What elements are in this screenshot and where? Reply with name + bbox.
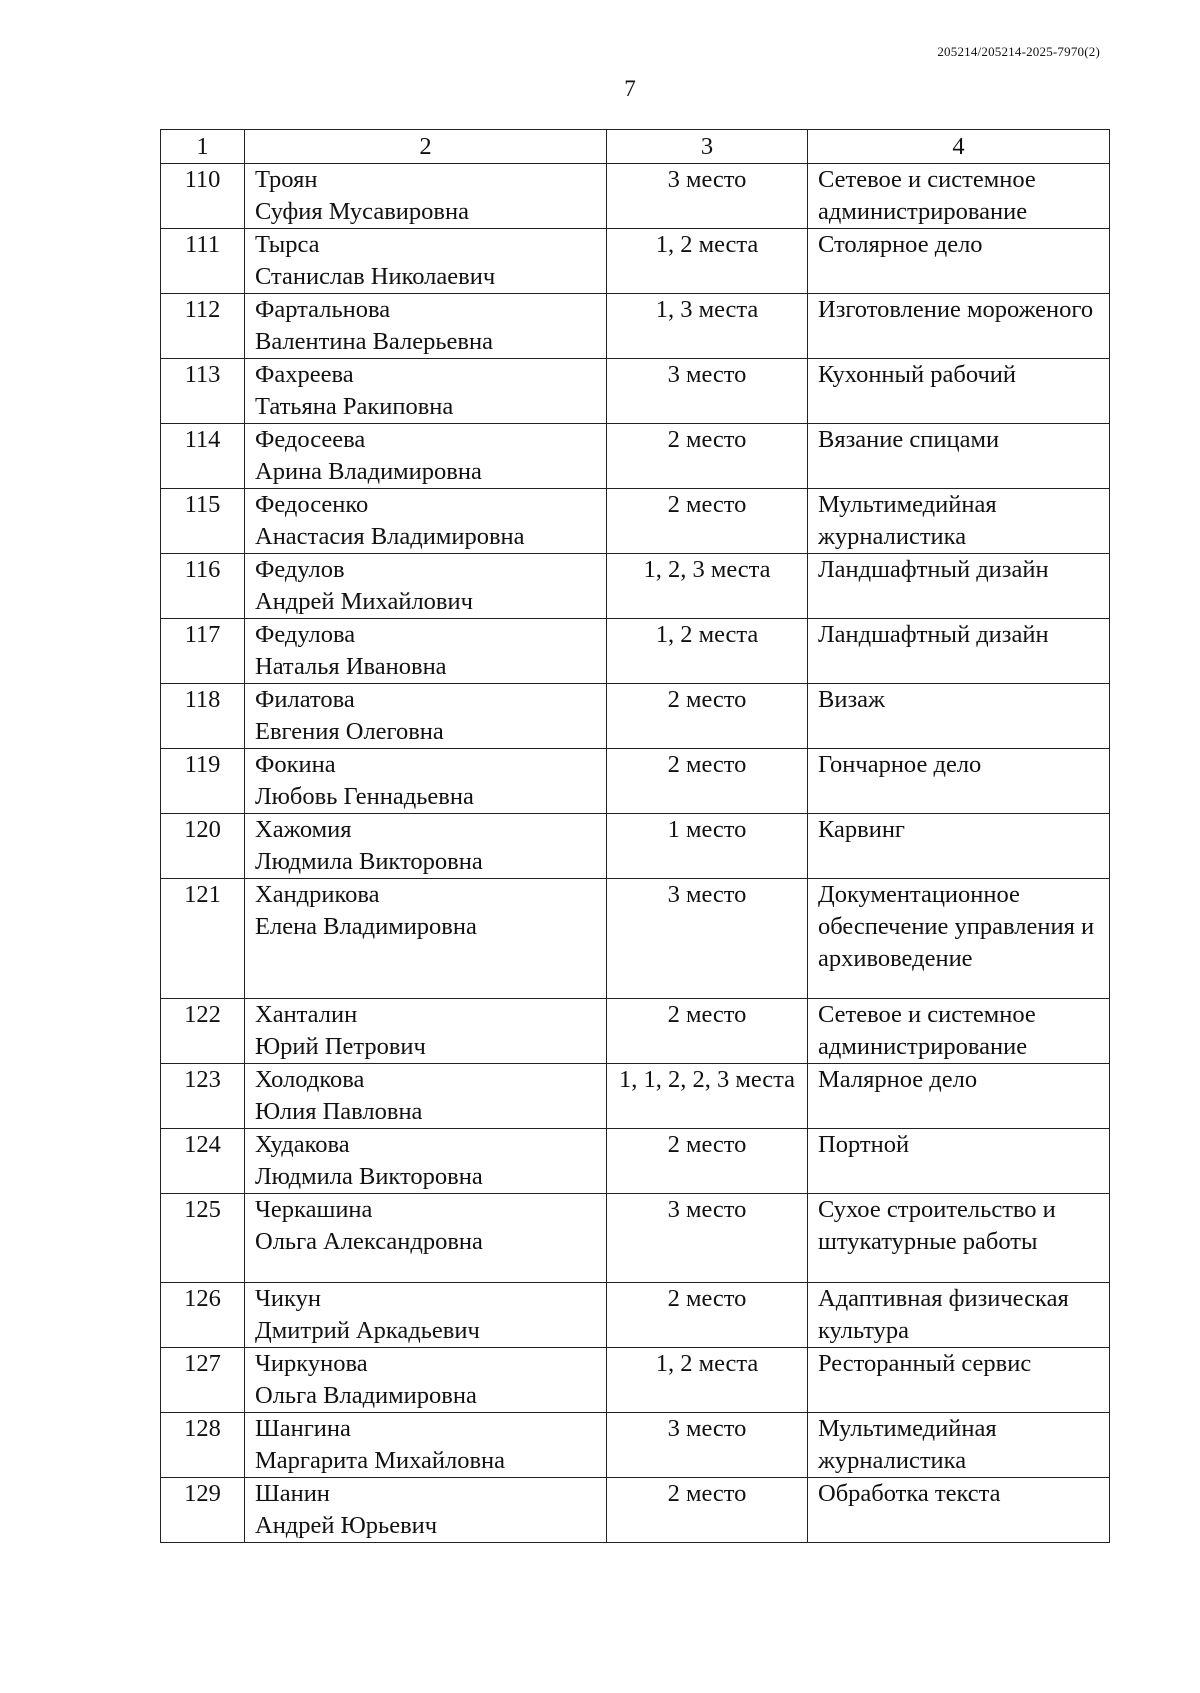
- competence-nomination: Сетевое и системное администрирование: [808, 164, 1110, 229]
- table-row: [161, 1283, 1110, 1348]
- competence-nomination: Мультимедийная журналистика: [808, 489, 1110, 554]
- participant-name: [245, 359, 607, 424]
- row-number: 117: [161, 619, 245, 684]
- table-row: [161, 554, 1110, 619]
- participant-surname: Федулова: [255, 621, 356, 648]
- participant-surname: Федулов: [255, 556, 345, 583]
- participant-name: [245, 684, 607, 749]
- row-number: 122: [161, 999, 245, 1064]
- table-header-row: [161, 130, 1110, 164]
- competence-nomination: Портной: [808, 1129, 1110, 1194]
- competence-nomination: Ресторанный сервис: [808, 1348, 1110, 1413]
- participant-surname: Ханталин: [255, 1001, 358, 1028]
- participant-name: [245, 749, 607, 814]
- place-awarded: 1, 1, 2, 2, 3 места: [607, 1064, 808, 1129]
- table-row: [161, 684, 1110, 749]
- table-row: [161, 359, 1110, 424]
- participant-given-names: Наталья Ивановна: [255, 653, 447, 680]
- participant-name: [245, 1064, 607, 1129]
- row-number: 126: [161, 1283, 245, 1348]
- row-number: 118: [161, 684, 245, 749]
- participant-name: [245, 164, 607, 229]
- row-number: 127: [161, 1348, 245, 1413]
- competence-nomination: Вязание спицами: [808, 424, 1110, 489]
- competence-nomination: Карвинг: [808, 814, 1110, 879]
- participant-name: [245, 619, 607, 684]
- participant-surname: Чикун: [255, 1285, 321, 1312]
- table-row: [161, 294, 1110, 359]
- place-awarded: 2 место: [607, 489, 808, 554]
- place-awarded: 2 место: [607, 684, 808, 749]
- place-awarded: 2 место: [607, 999, 808, 1064]
- row-number: 121: [161, 879, 245, 999]
- participant-surname: Фартальнова: [255, 296, 391, 323]
- participant-given-names: Юлия Павловна: [255, 1098, 423, 1125]
- participant-given-names: Суфия Мусавировна: [255, 198, 469, 225]
- participant-surname: Шанин: [255, 1480, 330, 1507]
- participant-surname: Троян: [255, 166, 318, 193]
- competence-nomination: Мультимедийная журналистика: [808, 1413, 1110, 1478]
- row-number: 128: [161, 1413, 245, 1478]
- participant-given-names: Елена Владимировна: [255, 913, 477, 940]
- participant-surname: Черкашина: [255, 1196, 373, 1223]
- place-awarded: 3 место: [607, 359, 808, 424]
- table-row: [161, 424, 1110, 489]
- participant-surname: Шангина: [255, 1415, 351, 1442]
- place-awarded: 1 место: [607, 814, 808, 879]
- column-header-nomination: 4: [808, 130, 1110, 164]
- participant-name: [245, 424, 607, 489]
- table-row: [161, 1478, 1110, 1543]
- row-number: 125: [161, 1194, 245, 1283]
- place-awarded: 1, 2 места: [607, 229, 808, 294]
- place-awarded: 3 место: [607, 1194, 808, 1283]
- place-awarded: 2 место: [607, 1283, 808, 1348]
- competence-nomination: Ландшафтный дизайн: [808, 554, 1110, 619]
- participant-surname: Федосенко: [255, 491, 369, 518]
- competence-nomination: Столярное дело: [808, 229, 1110, 294]
- place-awarded: 2 место: [607, 424, 808, 489]
- table-row: [161, 1194, 1110, 1283]
- competence-nomination: Ландшафтный дизайн: [808, 619, 1110, 684]
- place-awarded: 2 место: [607, 1478, 808, 1543]
- participant-given-names: Ольга Владимировна: [255, 1382, 477, 1409]
- place-awarded: 3 место: [607, 1413, 808, 1478]
- competence-nomination: Документационное обеспечение управления и архивоведение: [808, 879, 1110, 999]
- participant-name: [245, 1478, 607, 1543]
- participant-given-names: Дмитрий Аркадьевич: [255, 1317, 480, 1344]
- table-row: [161, 1129, 1110, 1194]
- document-id: 205214/205214-2025-7970(2): [937, 44, 1100, 59]
- row-number: 112: [161, 294, 245, 359]
- participant-given-names: Маргарита Михайловна: [255, 1447, 506, 1474]
- table-body: [161, 164, 1110, 1543]
- table-row: [161, 999, 1110, 1064]
- competence-nomination: Сетевое и системное администрирование: [808, 999, 1110, 1064]
- participant-name: [245, 1194, 607, 1283]
- row-number: 116: [161, 554, 245, 619]
- place-awarded: 1, 3 места: [607, 294, 808, 359]
- row-number: 124: [161, 1129, 245, 1194]
- table-row: [161, 619, 1110, 684]
- place-awarded: 1, 2, 3 места: [607, 554, 808, 619]
- table-row: [161, 814, 1110, 879]
- place-awarded: 2 место: [607, 1129, 808, 1194]
- participant-surname: Худакова: [255, 1131, 350, 1158]
- participant-name: [245, 489, 607, 554]
- row-number: 114: [161, 424, 245, 489]
- page-number: 7: [624, 76, 636, 101]
- place-awarded: 1, 2 места: [607, 1348, 808, 1413]
- place-awarded: 3 место: [607, 164, 808, 229]
- place-awarded: 2 место: [607, 749, 808, 814]
- participant-name: [245, 1413, 607, 1478]
- participant-surname: Филатова: [255, 686, 355, 713]
- place-awarded: 3 место: [607, 879, 808, 999]
- participant-surname: Хажомия: [255, 816, 352, 843]
- participant-surname: Фахреева: [255, 361, 354, 388]
- participant-name: [245, 999, 607, 1064]
- participant-name: [245, 1348, 607, 1413]
- participant-given-names: Андрей Михайлович: [255, 588, 473, 615]
- competence-nomination: Изготовление мороженого: [808, 294, 1110, 359]
- participant-surname: Федосеева: [255, 426, 366, 453]
- participant-name: [245, 1283, 607, 1348]
- results-table: [160, 129, 1110, 1543]
- table-row: [161, 229, 1110, 294]
- participant-given-names: Станислав Николаевич: [255, 263, 496, 290]
- participant-given-names: Арина Владимировна: [255, 458, 482, 485]
- participant-given-names: Андрей Юрьевич: [255, 1512, 438, 1539]
- participant-given-names: Людмила Викторовна: [255, 1163, 483, 1190]
- row-number: 110: [161, 164, 245, 229]
- row-number: 115: [161, 489, 245, 554]
- participant-surname: Тырса: [255, 231, 320, 258]
- competence-nomination: Гончарное дело: [808, 749, 1110, 814]
- row-number: 119: [161, 749, 245, 814]
- row-number: 123: [161, 1064, 245, 1129]
- competence-nomination: Сухое строительство и штукатурные работы: [808, 1194, 1110, 1283]
- competence-nomination: Кухонный рабочий: [808, 359, 1110, 424]
- participant-given-names: Юрий Петрович: [255, 1033, 426, 1060]
- table-row: [161, 1348, 1110, 1413]
- participant-given-names: Людмила Викторовна: [255, 848, 483, 875]
- column-header-number: 1: [161, 130, 245, 164]
- column-header-name: 2: [245, 130, 607, 164]
- participant-surname: Холодкова: [255, 1066, 365, 1093]
- competence-nomination: Обработка текста: [808, 1478, 1110, 1543]
- participant-given-names: Татьяна Ракиповна: [255, 393, 454, 420]
- participant-given-names: Евгения Олеговна: [255, 718, 444, 745]
- row-number: 129: [161, 1478, 245, 1543]
- table-row: [161, 164, 1110, 229]
- place-awarded: 1, 2 места: [607, 619, 808, 684]
- participant-given-names: Анастасия Владимировна: [255, 523, 525, 550]
- table-row: [161, 1064, 1110, 1129]
- participant-given-names: Ольга Александровна: [255, 1228, 483, 1255]
- participant-name: [245, 294, 607, 359]
- participant-surname: Чиркунова: [255, 1350, 368, 1377]
- participant-surname: Хандрикова: [255, 881, 380, 908]
- participant-name: [245, 879, 607, 999]
- table-row: [161, 1413, 1110, 1478]
- participant-surname: Фокина: [255, 751, 336, 778]
- participant-given-names: Валентина Валерьевна: [255, 328, 493, 355]
- row-number: 111: [161, 229, 245, 294]
- column-header-place: 3: [607, 130, 808, 164]
- table-row: [161, 749, 1110, 814]
- table-row: [161, 879, 1110, 999]
- row-number: 120: [161, 814, 245, 879]
- participant-name: [245, 814, 607, 879]
- row-number: 113: [161, 359, 245, 424]
- competence-nomination: Адаптивная физическая культура: [808, 1283, 1110, 1348]
- participant-name: [245, 554, 607, 619]
- participant-given-names: Любовь Геннадьевна: [255, 783, 474, 810]
- competence-nomination: Визаж: [808, 684, 1110, 749]
- participant-name: [245, 1129, 607, 1194]
- competence-nomination: Малярное дело: [808, 1064, 1110, 1129]
- participant-name: [245, 229, 607, 294]
- table-row: [161, 489, 1110, 554]
